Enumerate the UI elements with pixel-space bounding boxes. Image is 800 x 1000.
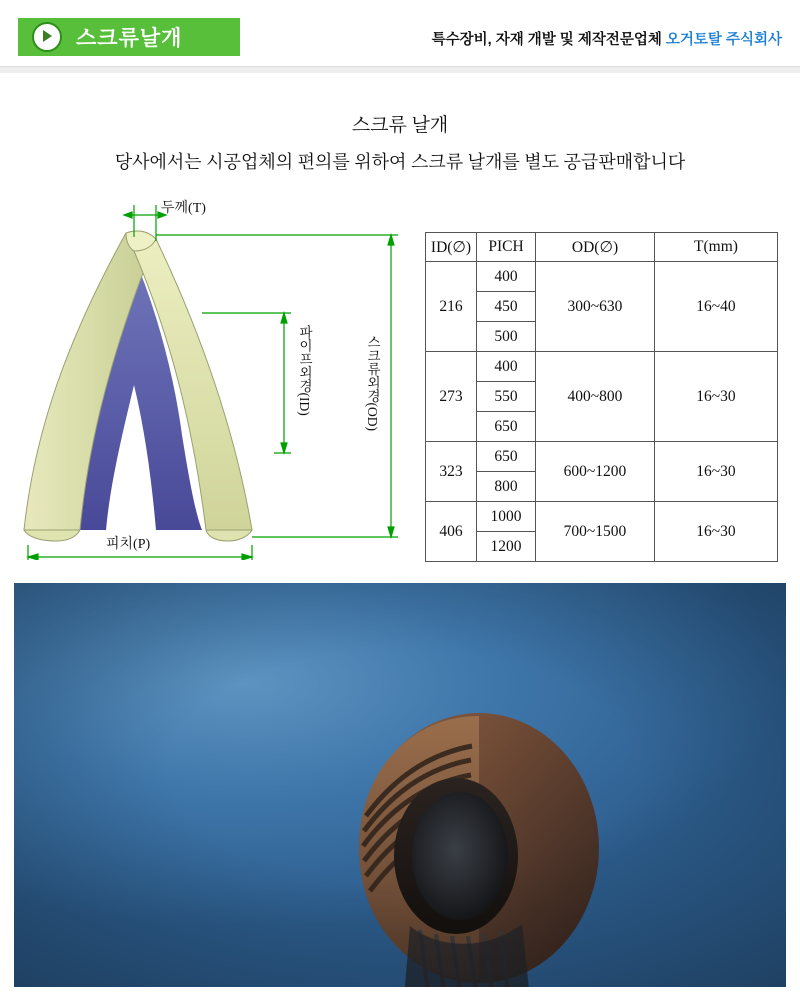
cell-t: 16~40 (655, 262, 778, 352)
cell-od: 700~1500 (536, 502, 655, 562)
cell-id: 216 (426, 262, 477, 352)
diagram-label-id: 파이프외경(ID) (297, 325, 312, 416)
column-header-id: ID(∅) (426, 233, 477, 262)
cell-pich: 400 (477, 262, 536, 292)
cell-pich: 800 (477, 472, 536, 502)
photo-vignette (14, 583, 786, 987)
cell-od: 400~800 (536, 352, 655, 442)
cell-t: 16~30 (655, 502, 778, 562)
cell-pich: 450 (477, 292, 536, 322)
cell-pich: 400 (477, 352, 536, 382)
header-tagline: 특수장비, 자재 개발 및 제작전문업체 (431, 32, 662, 48)
diagram-flight-foot-right (206, 530, 252, 541)
header-inner (18, 18, 782, 56)
header-tagline-group (432, 28, 782, 49)
diagram-flight-foot-left (24, 530, 80, 541)
document-subtitle: 당사에서는 시공업체의 편의를 위하여 스크류 날개를 별도 공급판매합니다 (114, 152, 686, 172)
page-title: 스크류날개 (76, 27, 183, 50)
page-title-band (18, 18, 240, 56)
cell-t: 16~30 (655, 442, 778, 502)
table-row (426, 442, 778, 472)
cell-od: 600~1200 (536, 442, 655, 502)
column-header-od: OD(∅) (536, 233, 655, 262)
screw-flight-diagram (6, 185, 416, 560)
play-circle-icon (32, 22, 62, 52)
spec-table-body (426, 262, 778, 562)
diagram-label-od: 스크류외경(OD) (365, 335, 380, 431)
cell-pich: 1000 (477, 502, 536, 532)
cell-pich: 1200 (477, 532, 536, 562)
header-divider (0, 66, 800, 73)
table-header-row (426, 233, 778, 262)
screw-flight-product-photo (14, 583, 786, 987)
spec-table-container (425, 232, 778, 562)
cell-pich: 650 (477, 412, 536, 442)
cell-pich: 650 (477, 442, 536, 472)
cell-pich: 500 (477, 322, 536, 352)
column-header-t: T(mm) (655, 233, 778, 262)
cell-id: 273 (426, 352, 477, 442)
document-title: 스크류 날개 (351, 115, 449, 136)
cell-id: 406 (426, 502, 477, 562)
cell-od: 300~630 (536, 262, 655, 352)
cell-id: 323 (426, 442, 477, 502)
spec-table (425, 232, 778, 562)
cell-t: 16~30 (655, 352, 778, 442)
diagram-label-thickness: 두께(T) (161, 201, 206, 216)
header-company-name: 오거토탈 주식회사 (665, 32, 782, 48)
table-row (426, 262, 778, 292)
table-row (426, 352, 778, 382)
diagram-label-pitch: 피치(P) (106, 537, 151, 552)
table-row (426, 502, 778, 532)
column-header-pich: PICH (477, 233, 536, 262)
page-header (0, 0, 800, 72)
cell-pich: 550 (477, 382, 536, 412)
